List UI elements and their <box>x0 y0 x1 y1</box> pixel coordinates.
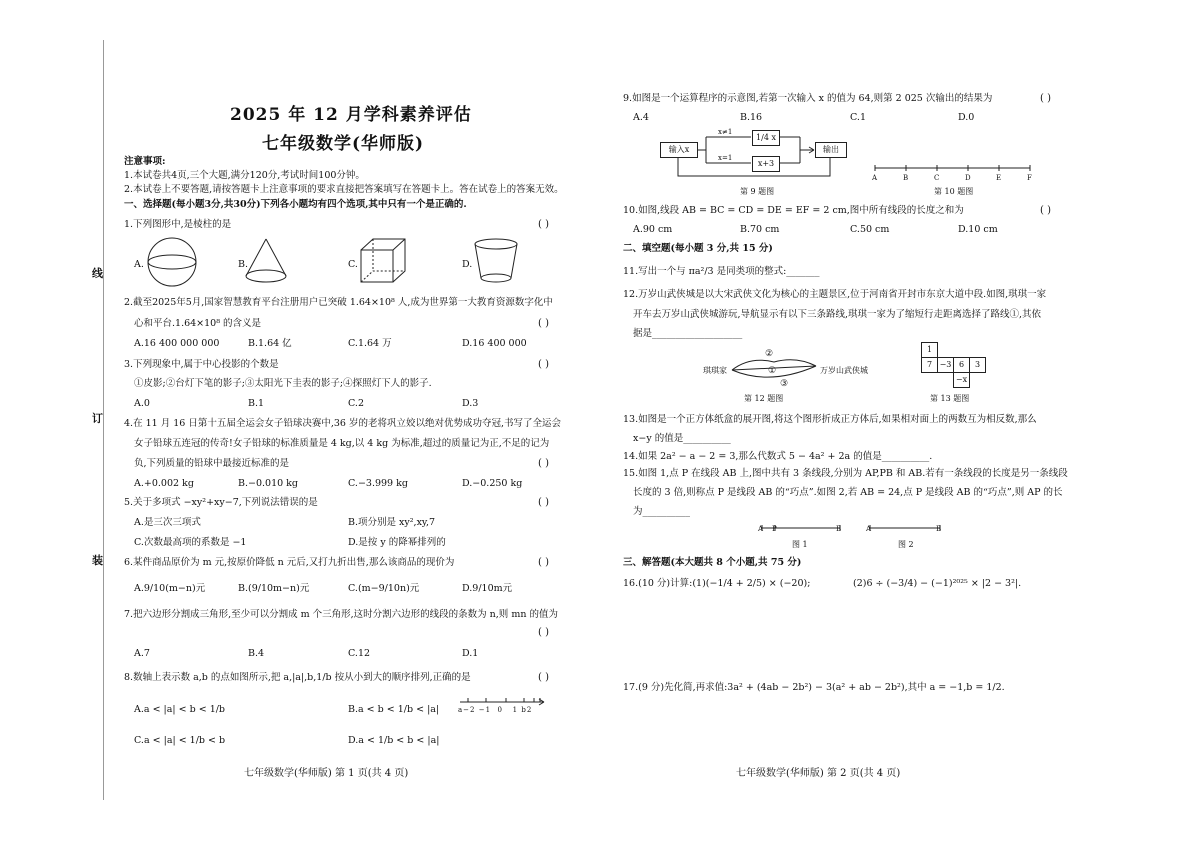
cube-icon <box>360 238 408 286</box>
frustum-icon <box>473 238 519 286</box>
q12-destination: 万岁山武侠城 <box>820 366 868 375</box>
binding-char-ding: 订 <box>92 412 103 425</box>
q4-line2: 女子铅球五连冠的传奇!女子铅球的标准质量是 4 kg,以 4 kg 为标准,超过的质量记为正,不足的记为 <box>134 438 550 449</box>
q6-stem: 6.某件商品原价为 m 元,按原价降低 n 元后,又打九折出售,那么该商品的现价为 <box>124 557 455 568</box>
q5-paren: ( ) <box>538 497 549 508</box>
q4-opt-c: C.−3.999 kg <box>348 478 408 489</box>
q8-axis-ticks <box>458 704 532 716</box>
q10-pt-e: E <box>996 174 1002 182</box>
q10-opt-b: B.70 cm <box>740 224 780 235</box>
q1-stem: 1.下列图形中,是棱柱的是 <box>124 219 232 230</box>
q2-opt-d: D.16 400 000 <box>462 338 527 349</box>
q10-caption: 第 10 题图 <box>934 187 974 196</box>
flow-op1-box: 1/4 x <box>752 130 780 146</box>
q10-pt-b: B <box>903 174 909 182</box>
q12-line2: 开车去万岁山武侠城游玩,导航显示有以下三条路线,琪琪一家为了缩短行走距离选择了路线①,其依 <box>633 309 1042 320</box>
q10-pt-a: A <box>872 174 878 182</box>
q1-opt-d: D. <box>462 259 473 270</box>
q5-stem: 5.关于多项式 −xy²+xy−7,下列说法错误的是 <box>124 497 318 508</box>
q15-fig1-caption: 图 1 <box>792 540 808 549</box>
note-1: 1.本试卷共4页,三个大题,满分120分,考试时间100分钟。 <box>124 170 365 181</box>
q15-fig1-b: B <box>836 525 842 533</box>
flow-output-box: 输出 <box>815 142 847 158</box>
q17: 17.(9 分)先化简,再求值:3a² + (4ab − 2b²) − 3(a² + ab − 2b²),其中 a = −1,b = 1/2. <box>623 682 1005 693</box>
q6-paren: ( ) <box>538 557 549 568</box>
q5-opt-a: A.是三次三项式 <box>134 517 201 528</box>
q9-opt-c: C.1 <box>850 112 866 123</box>
q10-opt-d: D.10 cm <box>958 224 998 235</box>
q9-stem: 9.如图是一个运算程序的示意图,若第一次输入 x 的值为 64,则第 2 025 次输出的结果为 <box>623 93 993 104</box>
tick-2: 2 <box>526 706 533 714</box>
q4-line1: 4.在 11 月 16 日第十五届全运会女子铅球决赛中,36 岁的老将巩立姣以绝对优势成功夺冠,书写了全运会 <box>124 418 561 429</box>
q5-opt-c: C.次数最高项的系数是 −1 <box>134 537 247 548</box>
q4-paren: ( ) <box>538 458 549 469</box>
q6-opt-c: C.(m−9/10n)元 <box>348 583 420 594</box>
q8-opt-c: C.a < |a| < 1/b < b <box>134 735 226 746</box>
sphere-icon <box>146 236 198 288</box>
q15-line3: 为__________ <box>633 506 691 517</box>
q5-opt-d: D.是按 y 的降幂排列的 <box>348 537 446 548</box>
q6-opt-b: B.(9/10m−n)元 <box>238 583 310 594</box>
q8-opt-d: D.a < 1/b < b < |a| <box>348 735 440 746</box>
q15-line1: 15.如图 1,点 P 在线段 AB 上,图中共有 3 条线段,分别为 AP,PB 和 AB.若有一条线段的长度是另一条线段 <box>623 468 1068 479</box>
q3-opt-c: C.2 <box>348 398 364 409</box>
q7-paren: ( ) <box>538 627 549 638</box>
q3-opt-a: A.0 <box>134 398 150 409</box>
q9-paren: ( ) <box>1040 93 1051 104</box>
q10-segment-figure <box>870 160 1040 180</box>
tick-a-2: a−2 <box>458 706 476 714</box>
binding-char-xian: 线 <box>92 267 103 280</box>
q1-opt-c: C. <box>348 259 358 270</box>
q3-opt-d: D.3 <box>462 398 479 409</box>
q3-line2: ①皮影;②台灯下笔的影子;③太阳光下圭表的影子;④探照灯下人的影子. <box>134 378 432 389</box>
q7-opt-a: A.7 <box>134 648 150 659</box>
q13-line1: 13.如图是一个正方体纸盒的展开图,将这个图形折成正方体后,如果相对面上的两数互为相反数,那么 <box>623 414 1037 425</box>
q10-pt-c: C <box>934 174 940 182</box>
tick-neg1: −1 <box>478 706 492 714</box>
q13-line2: x−y 的值是__________ <box>633 433 731 444</box>
tick-b: b <box>521 706 527 714</box>
q8-opt-b: B.a < b < 1/b < |a| <box>348 704 440 715</box>
note-2: 2.本试卷上不要答题,请按答题卡上注意事项的要求直接把答案填写在答题卡上。答在试卷上的答案无效。 <box>124 184 564 195</box>
page2-footer: 七年级数学(华师版) 第 2 页(共 4 页) <box>736 768 901 779</box>
binding-line <box>103 40 104 800</box>
q3-opt-b: B.1 <box>248 398 265 409</box>
binding-char-zhuang: 装 <box>92 554 103 567</box>
q7-line1: 7.把六边形分割成三角形,至少可以分割成 m 个三角形,这时分割六边形的线段的条数为 n,则 mn 的值为 <box>124 609 558 620</box>
net-cell-7: 7 <box>921 357 938 373</box>
net-cell-3: 3 <box>969 357 986 373</box>
q15-fig2-a: A <box>866 525 872 533</box>
q15-segments-figure <box>760 518 960 534</box>
q4-line3: 负,下列质量的铅球中最接近标准的是 <box>134 458 290 469</box>
q8-stem: 8.数轴上表示数 a,b 的点如图所示,把 a,|a|,b,1/b 按从小到大的顺序排列,正确的是 <box>124 672 471 683</box>
q9-opt-a: A.4 <box>633 112 649 123</box>
q4-opt-b: B.−0.010 kg <box>238 478 299 489</box>
q2-paren: ( ) <box>538 318 549 329</box>
q7-opt-d: D.1 <box>462 648 479 659</box>
q14: 14.如果 2a² − a − 2 = 3,那么代数式 5 − 4a² + 2a 的值是__________. <box>623 451 933 462</box>
q12-line3: 据是___________________ <box>633 328 743 339</box>
q4-opt-a: A.+0.002 kg <box>134 478 194 489</box>
q7-opt-c: C.12 <box>348 648 371 659</box>
q8-opt-a: A.a < |a| < b < 1/b <box>134 704 226 715</box>
q12-home: 琪琪家 <box>703 366 727 375</box>
section2-heading: 二、填空题(每小题 3 分,共 15 分) <box>623 243 773 254</box>
page1-footer: 七年级数学(华师版) 第 1 页(共 4 页) <box>244 768 409 779</box>
q9-opt-d: D.0 <box>958 112 975 123</box>
net-cell-negx: −x <box>953 372 970 388</box>
q15-line2: 长度的 3 倍,则称点 P 是线段 AB 的“巧点”.如图 2,若 AB = 24,点 P 是线段 AB 的“巧点”,则 AP 的长 <box>633 487 1063 498</box>
q10-opt-a: A.90 cm <box>633 224 673 235</box>
page-title: 2025 年 12 月学科素养评估 <box>230 105 472 125</box>
flow-input-box: 输入x <box>660 142 698 158</box>
q10-pt-d: D <box>965 174 971 182</box>
q15-fig1-a: A <box>758 525 764 533</box>
q6-opt-d: D.9/10m元 <box>462 583 513 594</box>
q1-opt-b: B. <box>238 259 249 270</box>
q9-caption: 第 9 题图 <box>740 187 775 196</box>
q2-opt-c: C.1.64 万 <box>348 338 392 349</box>
q12-line1: 12.万岁山武侠城是以大宋武侠文化为核心的主题景区,位于河南省开封市东京大道中段.如图,琪琪一家 <box>623 289 1047 300</box>
q2-line2: 心和平台.1.64×10⁸ 的含义是 <box>134 318 262 329</box>
section1-heading: 一、选择题(每小题3分,共30分)下列各小题均有四个选项,其中只有一个是正确的. <box>124 199 467 210</box>
q2-line1: 2.截至2025年5月,国家智慧教育平台注册用户已突破 1.64×10⁸ 人,成为世界第一大教育资源数字化中 <box>124 297 553 308</box>
q13-caption: 第 13 题图 <box>930 394 970 403</box>
net-cell-neg3: −3 <box>937 357 954 373</box>
q4-opt-d: D.−0.250 kg <box>462 478 523 489</box>
net-cell-6: 6 <box>953 357 970 373</box>
q16-part2: (2)6 ÷ (−3/4) − (−1)²⁰²⁵ × |2 − 3²|. <box>853 578 1022 589</box>
q1-paren: ( ) <box>538 219 549 230</box>
q2-opt-a: A.16 400 000 000 <box>134 338 220 349</box>
q10-opt-c: C.50 cm <box>850 224 890 235</box>
q7-opt-b: B.4 <box>248 648 265 659</box>
q10-stem: 10.如图,线段 AB = BC = CD = DE = EF = 2 cm,图中所有线段的长度之和为 <box>623 205 964 216</box>
q1-opt-a: A. <box>134 259 144 270</box>
section3-heading: 三、解答题(本大题共 8 个小题,共 75 分) <box>623 557 802 568</box>
page-subtitle: 七年级数学(华师版) <box>262 134 425 154</box>
q12-route-1: ① <box>768 366 777 376</box>
flow-arrows <box>650 124 860 180</box>
flow-cond2: x=1 <box>718 154 733 162</box>
flow-op2-box: x+3 <box>752 156 780 172</box>
q9-opt-b: B.16 <box>740 112 763 123</box>
q15-fig1-p: P <box>772 525 777 533</box>
q6-opt-a: A.9/10(m−n)元 <box>134 583 206 594</box>
q5-opt-b: B.项分别是 xy²,xy,7 <box>348 517 436 528</box>
q11: 11.写出一个与 πa²/3 是同类项的整式:_______ <box>623 266 820 277</box>
notes-heading: 注意事项: <box>124 156 166 167</box>
tick-1: 1 <box>512 706 519 714</box>
tick-0: 0 <box>497 706 503 714</box>
q12-route-3: ③ <box>780 379 789 389</box>
q12-caption: 第 12 题图 <box>744 394 784 403</box>
q2-opt-b: B.1.64 亿 <box>248 338 292 349</box>
q15-fig2-b: B <box>936 525 942 533</box>
flow-cond1: x≠1 <box>718 128 733 136</box>
q3-paren: ( ) <box>538 359 549 370</box>
q10-pt-f: F <box>1027 174 1032 182</box>
q8-paren: ( ) <box>538 672 549 683</box>
net-cell-1: 1 <box>921 342 938 358</box>
q10-paren: ( ) <box>1040 205 1051 216</box>
q16-part1: 16.(10 分)计算:(1)(−1/4 + 2/5) × (−20); <box>623 578 811 589</box>
q3-stem: 3.下列现象中,属于中心投影的个数是 <box>124 359 279 370</box>
q12-route-2: ② <box>765 349 774 359</box>
q15-fig2-caption: 图 2 <box>898 540 914 549</box>
cone-icon <box>244 238 288 286</box>
